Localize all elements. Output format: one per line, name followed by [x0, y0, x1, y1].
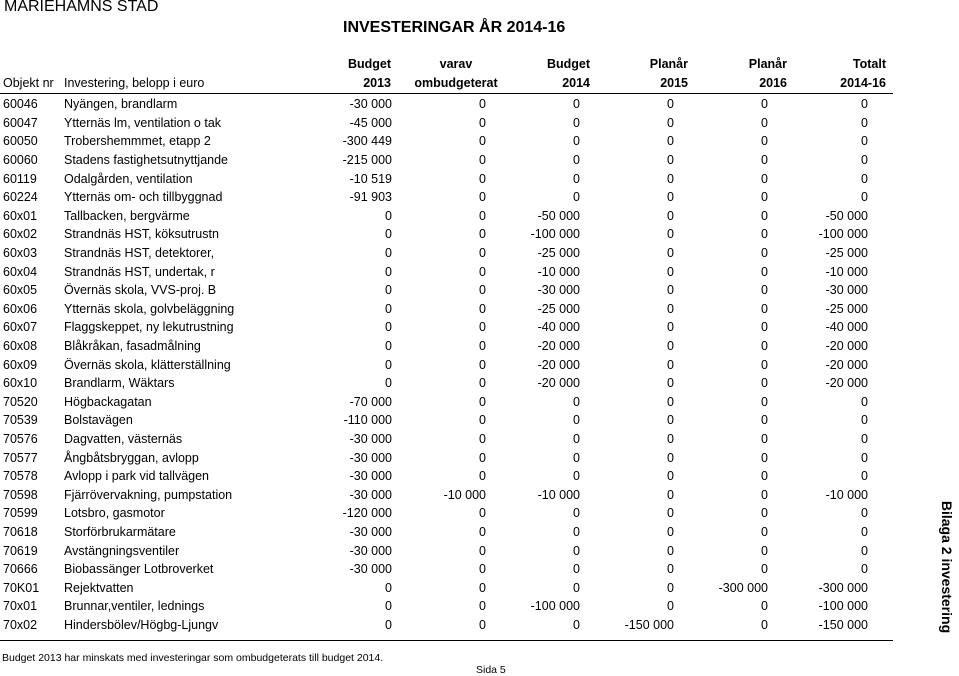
- investering-cell: Övernäs skola, klätterställning: [64, 357, 231, 372]
- varav-ombudgeterat-cell: 0: [479, 431, 486, 446]
- plan-2016-cell: 0: [761, 394, 768, 409]
- varav-ombudgeterat-cell: 0: [479, 171, 486, 186]
- total-cell: -20 000: [825, 339, 868, 354]
- budget-2013-cell: 0: [385, 283, 392, 298]
- objekt-nr-cell: 60x02: [3, 227, 38, 242]
- objekt-nr-cell: 60119: [3, 171, 37, 186]
- header-objekt-nr: Objekt nr: [3, 76, 54, 90]
- varav-ombudgeterat-cell: 0: [479, 450, 486, 465]
- total-cell: -100 000: [818, 227, 868, 242]
- total-cell: -10 000: [825, 264, 868, 279]
- total-cell: 0: [861, 543, 868, 558]
- plan-2016-cell: 0: [761, 431, 768, 446]
- varav-ombudgeterat-cell: 0: [479, 413, 486, 428]
- investering-cell: Tallbacken, bergvärme: [64, 208, 190, 223]
- investering-cell: Stadens fastighetsutnyttjande: [64, 153, 229, 168]
- budget-2014-cell: 0: [573, 413, 580, 428]
- objekt-nr-cell: 60x09: [3, 357, 38, 372]
- objekt-nr-cell: 60060: [3, 153, 38, 168]
- total-cell: -300 000: [818, 580, 868, 595]
- objekt-nr-cell: 60x10: [3, 376, 38, 391]
- plan-2016-cell: 0: [761, 97, 768, 112]
- varav-ombudgeterat-cell: 0: [479, 283, 486, 298]
- investering-cell: Ångbåtsbryggan, avlopp: [64, 450, 199, 465]
- header-plan-2016-line2: 2016: [759, 76, 787, 90]
- plan-2016-cell: 0: [761, 301, 768, 316]
- table-bottom-divider: [0, 640, 893, 641]
- plan-2016-cell: 0: [761, 599, 768, 614]
- plan-2015-cell: 0: [667, 562, 674, 577]
- total-cell: 0: [861, 431, 868, 446]
- budget-2014-cell: 0: [573, 134, 580, 149]
- budget-2014-cell: 0: [573, 153, 580, 168]
- investering-cell: Strandnäs HST, detektorer,: [64, 246, 215, 261]
- plan-2015-cell: 0: [667, 208, 674, 223]
- table-row: [0, 169, 868, 188]
- budget-2014-cell: 0: [573, 562, 580, 577]
- table-row: [0, 523, 868, 542]
- table-row: [0, 95, 868, 114]
- varav-ombudgeterat-cell: 0: [479, 543, 486, 558]
- total-cell: 0: [861, 153, 868, 168]
- table-row: [0, 355, 868, 374]
- objekt-nr-cell: 60x01: [3, 208, 38, 223]
- table-row: [0, 188, 868, 207]
- budget-2013-cell: 0: [385, 617, 392, 632]
- plan-2015-cell: 0: [667, 320, 674, 335]
- plan-2015-cell: 0: [667, 301, 674, 316]
- plan-2016-cell: 0: [761, 562, 768, 577]
- budget-2014-cell: 0: [573, 469, 580, 484]
- total-cell: 0: [861, 562, 868, 577]
- investering-cell: Flaggskeppet, ny lekutrustning: [64, 320, 234, 335]
- header-budget-2014-line1: Budget: [546, 57, 590, 71]
- plan-2015-cell: 0: [667, 394, 674, 409]
- plan-2015-cell: 0: [667, 115, 674, 130]
- plan-2016-cell: 0: [761, 357, 768, 372]
- objekt-nr-cell: 60x07: [3, 320, 38, 335]
- budget-2014-cell: 0: [573, 450, 580, 465]
- plan-2016-cell: 0: [761, 227, 768, 242]
- header-plan-2015-line1: Planår: [649, 57, 688, 71]
- table-row: [0, 411, 868, 430]
- budget-2014-cell: -10 000: [537, 264, 580, 279]
- budget-2014-cell: -20 000: [537, 357, 580, 372]
- total-cell: -20 000: [825, 357, 868, 372]
- plan-2016-cell: 0: [761, 283, 768, 298]
- budget-2013-cell: -30 000: [349, 562, 392, 577]
- investment-table: [0, 95, 868, 634]
- header-divider: [0, 93, 893, 94]
- table-row: [0, 616, 868, 635]
- varav-ombudgeterat-cell: 0: [479, 617, 486, 632]
- budget-2013-cell: -45 000: [349, 115, 392, 130]
- plan-2016-cell: 0: [761, 524, 768, 539]
- total-cell: -25 000: [825, 246, 868, 261]
- budget-2013-cell: 0: [385, 227, 392, 242]
- budget-2014-cell: 0: [573, 171, 580, 186]
- budget-2013-cell: -300 449: [342, 134, 392, 149]
- total-cell: 0: [861, 97, 868, 112]
- table-row: [0, 597, 868, 616]
- varav-ombudgeterat-cell: 0: [479, 115, 486, 130]
- budget-2014-cell: 0: [573, 580, 580, 595]
- total-cell: -40 000: [825, 320, 868, 335]
- objekt-nr-cell: 60x08: [3, 339, 38, 354]
- header-total-line1: Totalt: [852, 57, 886, 71]
- investering-cell: Ytternäs om- och tillbyggnad: [64, 190, 223, 205]
- plan-2015-cell: 0: [667, 506, 674, 521]
- plan-2016-cell: -300 000: [718, 580, 768, 595]
- table-row: [0, 281, 868, 300]
- total-cell: 0: [861, 450, 868, 465]
- investering-cell: Ytternäs skola, golvbeläggning: [64, 301, 235, 316]
- plan-2015-cell: 0: [667, 431, 674, 446]
- total-cell: -10 000: [825, 487, 868, 502]
- total-cell: 0: [861, 524, 868, 539]
- investering-cell: Brunnar,ventiler, lednings: [64, 599, 205, 614]
- investering-cell: Avlopp i park vid tallvägen: [64, 469, 209, 484]
- budget-2014-cell: 0: [573, 97, 580, 112]
- plan-2015-cell: 0: [667, 339, 674, 354]
- varav-ombudgeterat-cell: 0: [479, 246, 486, 261]
- total-cell: 0: [861, 413, 868, 428]
- plan-2015-cell: 0: [667, 487, 674, 502]
- budget-2013-cell: -120 000: [342, 506, 392, 521]
- plan-2015-cell: 0: [667, 171, 674, 186]
- header-total-line2: 2014-16: [840, 76, 886, 90]
- total-cell: 0: [861, 506, 868, 521]
- objekt-nr-cell: 60050: [3, 134, 38, 149]
- varav-ombudgeterat-cell: 0: [479, 394, 486, 409]
- plan-2016-cell: 0: [761, 134, 768, 149]
- objekt-nr-cell: 60224: [3, 190, 38, 205]
- budget-2013-cell: 0: [385, 208, 392, 223]
- budget-2014-cell: -30 000: [537, 283, 580, 298]
- varav-ombudgeterat-cell: -10 000: [443, 487, 486, 502]
- budget-2014-cell: -25 000: [537, 246, 580, 261]
- investering-cell: Fjärrövervakning, pumpstation: [64, 487, 233, 502]
- budget-2014-cell: -20 000: [537, 339, 580, 354]
- budget-2014-cell: -20 000: [537, 376, 580, 391]
- budget-2013-cell: -30 000: [349, 543, 392, 558]
- table-row: [0, 151, 868, 170]
- header-budget-2014-line2: 2014: [562, 76, 590, 90]
- budget-2013-cell: 0: [385, 320, 392, 335]
- table-row: [0, 318, 868, 337]
- budget-2013-cell: -91 903: [349, 190, 392, 205]
- header-varav-line1: varav: [439, 57, 473, 71]
- header-investering: Investering, belopp i euro: [64, 76, 205, 90]
- table-row: [0, 560, 868, 579]
- plan-2016-cell: 0: [761, 246, 768, 261]
- budget-2013-cell: -30 000: [349, 97, 392, 112]
- header-varav-line2: ombudgeterat: [414, 76, 498, 90]
- budget-2014-cell: 0: [573, 617, 580, 632]
- total-cell: -25 000: [825, 301, 868, 316]
- budget-2014-cell: 0: [573, 115, 580, 130]
- page-number: Sida 5: [476, 664, 506, 676]
- total-cell: 0: [861, 394, 868, 409]
- budget-2014-cell: -50 000: [537, 208, 580, 223]
- varav-ombudgeterat-cell: 0: [479, 357, 486, 372]
- investering-cell: Övernäs skola, VVS-proj. B: [64, 283, 217, 298]
- objekt-nr-cell: 70599: [3, 506, 38, 521]
- plan-2015-cell: 0: [667, 227, 674, 242]
- plan-2015-cell: 0: [667, 190, 674, 205]
- plan-2016-cell: 0: [761, 543, 768, 558]
- varav-ombudgeterat-cell: 0: [479, 301, 486, 316]
- total-cell: 0: [861, 469, 868, 484]
- side-label: [937, 500, 957, 634]
- objekt-nr-cell: 70520: [3, 394, 38, 409]
- varav-ombudgeterat-cell: 0: [479, 599, 486, 614]
- objekt-nr-cell: 60x06: [3, 301, 38, 316]
- table-row: [0, 300, 868, 319]
- budget-2013-cell: -110 000: [343, 413, 392, 428]
- plan-2015-cell: -150 000: [624, 617, 674, 632]
- budget-2013-cell: 0: [385, 246, 392, 261]
- investering-cell: Lotsbro, gasmotor: [64, 506, 165, 521]
- plan-2016-cell: 0: [761, 115, 768, 130]
- objekt-nr-cell: 70x01: [3, 599, 38, 614]
- varav-ombudgeterat-cell: 0: [479, 562, 486, 577]
- table-row: [0, 244, 868, 263]
- budget-2013-cell: -215 000: [342, 153, 392, 168]
- table-row: [0, 504, 868, 523]
- table-row: [0, 374, 868, 393]
- objekt-nr-cell: 60046: [3, 97, 38, 112]
- table-row: [0, 225, 868, 244]
- plan-2016-cell: 0: [761, 617, 768, 632]
- objekt-nr-cell: 60x03: [3, 246, 38, 261]
- budget-2013-cell: 0: [385, 301, 392, 316]
- budget-2014-cell: 0: [573, 394, 580, 409]
- table-row: [0, 262, 868, 281]
- objekt-nr-cell: 70x02: [3, 617, 38, 632]
- organization-name: MARIEHAMNS STAD: [4, 0, 159, 15]
- budget-2013-cell: 0: [385, 264, 392, 279]
- table-row: [0, 485, 868, 504]
- plan-2016-cell: 0: [761, 320, 768, 335]
- plan-2015-cell: 0: [667, 524, 674, 539]
- objekt-nr-cell: 70598: [3, 487, 38, 502]
- table-row: [0, 467, 868, 486]
- plan-2015-cell: 0: [667, 264, 674, 279]
- table-row: [0, 541, 868, 560]
- total-cell: 0: [861, 171, 868, 186]
- investering-cell: Hindersbölev/Högbg-Ljungv: [64, 617, 219, 632]
- budget-2014-cell: -25 000: [537, 301, 580, 316]
- investering-cell: Avstängningsventiler: [64, 543, 180, 558]
- budget-2014-cell: 0: [573, 190, 580, 205]
- budget-2013-cell: -30 000: [349, 450, 392, 465]
- total-cell: -100 000: [818, 599, 868, 614]
- objekt-nr-cell: 70618: [3, 524, 38, 539]
- varav-ombudgeterat-cell: 0: [479, 264, 486, 279]
- plan-2015-cell: 0: [667, 134, 674, 149]
- budget-2013-cell: -30 000: [349, 431, 392, 446]
- plan-2016-cell: 0: [761, 339, 768, 354]
- varav-ombudgeterat-cell: 0: [479, 227, 486, 242]
- objekt-nr-cell: 70619: [3, 543, 38, 558]
- header-budget-2013-line2: 2013: [363, 76, 391, 90]
- budget-2013-cell: -30 000: [349, 469, 392, 484]
- objekt-nr-cell: 70577: [3, 450, 38, 465]
- page-title: INVESTERINGAR ÅR 2014-16: [343, 19, 566, 36]
- total-cell: -150 000: [818, 617, 868, 632]
- budget-2013-cell: 0: [385, 580, 392, 595]
- budget-2013-cell: 0: [385, 376, 392, 391]
- varav-ombudgeterat-cell: 0: [479, 524, 486, 539]
- budget-2013-cell: 0: [385, 599, 392, 614]
- investering-cell: Nyängen, brandlarm: [64, 97, 178, 112]
- header-plan-2016-line1: Planår: [748, 57, 787, 71]
- plan-2015-cell: 0: [667, 376, 674, 391]
- investering-cell: Högbackagatan: [64, 394, 152, 409]
- budget-2013-cell: -30 000: [349, 487, 392, 502]
- budget-2014-cell: -100 000: [530, 227, 580, 242]
- total-cell: 0: [861, 115, 868, 130]
- plan-2016-cell: 0: [761, 469, 768, 484]
- budget-2013-cell: -30 000: [349, 524, 392, 539]
- header-budget-2013-line1: Budget: [347, 57, 391, 71]
- plan-2015-cell: 0: [667, 469, 674, 484]
- budget-2014-cell: 0: [573, 431, 580, 446]
- varav-ombudgeterat-cell: 0: [479, 339, 486, 354]
- varav-ombudgeterat-cell: 0: [479, 97, 486, 112]
- plan-2016-cell: 0: [761, 487, 768, 502]
- varav-ombudgeterat-cell: 0: [479, 469, 486, 484]
- budget-2014-cell: -100 000: [530, 599, 580, 614]
- varav-ombudgeterat-cell: 0: [479, 190, 486, 205]
- total-cell: 0: [861, 134, 868, 149]
- investering-cell: Rejektvatten: [64, 580, 134, 595]
- varav-ombudgeterat-cell: 0: [479, 134, 486, 149]
- objekt-nr-cell: 70576: [3, 431, 38, 446]
- plan-2016-cell: 0: [761, 413, 768, 428]
- investering-cell: Trobershemmmet, etapp 2: [64, 134, 211, 149]
- plan-2015-cell: 0: [667, 580, 674, 595]
- investering-cell: Bolstavägen: [64, 413, 133, 428]
- plan-2015-cell: 0: [667, 153, 674, 168]
- budget-2013-cell: -10 519: [349, 171, 392, 186]
- plan-2016-cell: 0: [761, 264, 768, 279]
- objekt-nr-cell: 60x05: [3, 283, 38, 298]
- plan-2015-cell: 0: [667, 97, 674, 112]
- table-row: [0, 114, 868, 133]
- budget-2014-cell: 0: [573, 524, 580, 539]
- investering-cell: Brandlarm, Wäktars: [64, 376, 175, 391]
- investering-cell: Odalgården, ventilation: [64, 171, 193, 186]
- total-cell: -50 000: [825, 208, 868, 223]
- footnote: Budget 2013 har minskats med investeringar som ombudgeterats till budget 2014.: [2, 652, 384, 664]
- varav-ombudgeterat-cell: 0: [479, 376, 486, 391]
- plan-2015-cell: 0: [667, 357, 674, 372]
- table-row: [0, 430, 868, 449]
- budget-2013-cell: -70 000: [349, 394, 392, 409]
- objekt-nr-cell: 70539: [3, 413, 38, 428]
- plan-2016-cell: 0: [761, 153, 768, 168]
- varav-ombudgeterat-cell: 0: [479, 320, 486, 335]
- plan-2016-cell: 0: [761, 171, 768, 186]
- budget-2013-cell: 0: [385, 339, 392, 354]
- budget-2014-cell: -40 000: [537, 320, 580, 335]
- total-cell: -20 000: [825, 376, 868, 391]
- side-label-text: Bilaga 2 investering: [939, 500, 955, 634]
- plan-2015-cell: 0: [667, 450, 674, 465]
- table-row: [0, 132, 868, 151]
- plan-2016-cell: 0: [761, 190, 768, 205]
- objekt-nr-cell: 60x04: [3, 264, 38, 279]
- table-row: [0, 393, 868, 412]
- investering-cell: Storförbrukarmätare: [64, 524, 176, 539]
- plan-2015-cell: 0: [667, 413, 674, 428]
- objekt-nr-cell: 60047: [3, 115, 38, 130]
- table-row: [0, 578, 868, 597]
- plan-2016-cell: 0: [761, 450, 768, 465]
- objekt-nr-cell: 70666: [3, 562, 38, 577]
- objekt-nr-cell: 70578: [3, 469, 38, 484]
- plan-2015-cell: 0: [667, 246, 674, 261]
- header-plan-2015-line2: 2015: [660, 76, 688, 90]
- varav-ombudgeterat-cell: 0: [479, 506, 486, 521]
- investering-cell: Blåkråkan, fasadmålning: [64, 339, 201, 354]
- table-row: [0, 207, 868, 226]
- plan-2016-cell: 0: [761, 376, 768, 391]
- budget-2014-cell: -10 000: [537, 487, 580, 502]
- table-row: [0, 337, 868, 356]
- plan-2015-cell: 0: [667, 599, 674, 614]
- plan-2016-cell: 0: [761, 208, 768, 223]
- total-cell: -30 000: [825, 283, 868, 298]
- total-cell: 0: [861, 190, 868, 205]
- plan-2015-cell: 0: [667, 543, 674, 558]
- objekt-nr-cell: 70K01: [3, 580, 40, 595]
- budget-2013-cell: 0: [385, 357, 392, 372]
- varav-ombudgeterat-cell: 0: [479, 580, 486, 595]
- investering-cell: Strandnäs HST, köksutrustn: [64, 227, 219, 242]
- investering-cell: Ytternäs lm, ventilation o tak: [64, 115, 222, 130]
- budget-2014-cell: 0: [573, 506, 580, 521]
- investering-cell: Strandnäs HST, undertak, r: [64, 264, 215, 279]
- investering-cell: Dagvatten, västernäs: [64, 431, 183, 446]
- investering-cell: Biobassänger Lotbroverket: [64, 562, 214, 577]
- plan-2016-cell: 0: [761, 506, 768, 521]
- budget-2014-cell: 0: [573, 543, 580, 558]
- plan-2015-cell: 0: [667, 283, 674, 298]
- varav-ombudgeterat-cell: 0: [479, 153, 486, 168]
- table-row: [0, 448, 868, 467]
- varav-ombudgeterat-cell: 0: [479, 208, 486, 223]
